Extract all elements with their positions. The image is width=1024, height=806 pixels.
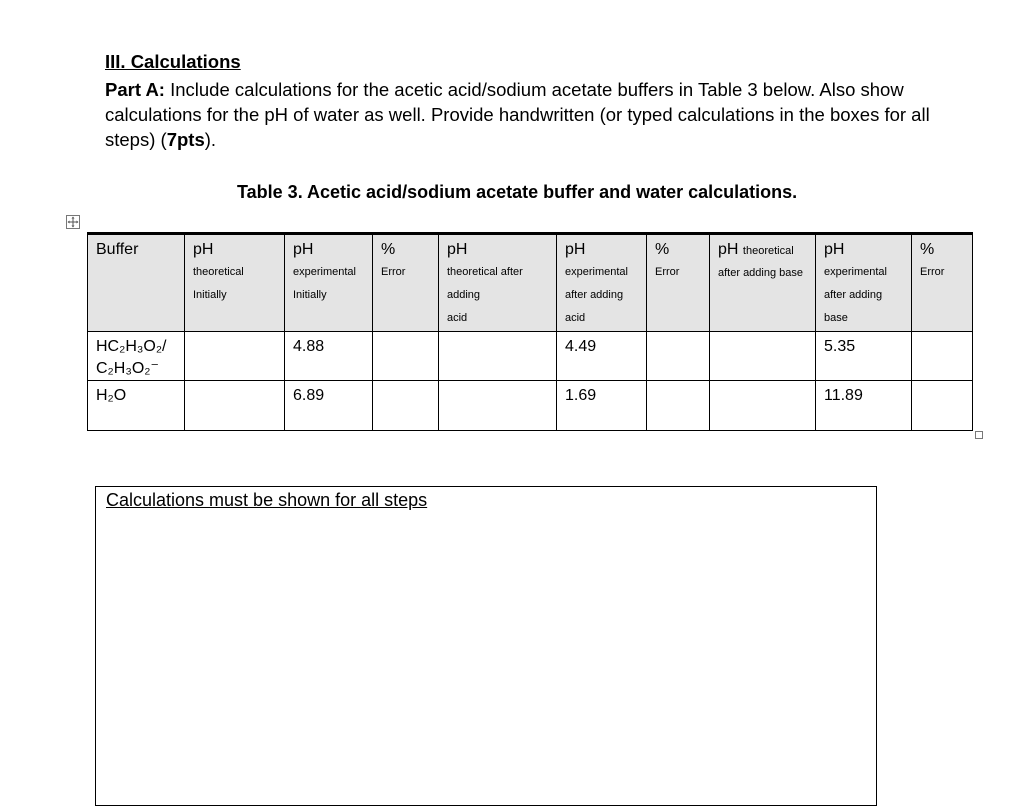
row-label-line: C₂H₃O₂⁻ [96,360,159,377]
buffer-table [87,232,973,431]
cell-error-after-acid[interactable] [647,381,710,431]
cell-ph-theoretical-initially[interactable] [185,332,285,381]
header-sub: experimental [293,266,356,278]
header-sub: acid [447,312,468,324]
header-sub: experimental [565,266,628,278]
header-sub: Error [920,266,945,278]
header-error-initially[interactable] [373,234,439,332]
header-main: % [920,241,935,258]
header-error-after-acid[interactable] [647,234,710,332]
cell-error-initially[interactable] [373,332,439,381]
header-sub: adding [447,289,481,301]
header-ph-experimental-after-base[interactable] [816,234,912,332]
header-sub: after adding base [718,267,804,279]
header-sub: base [824,312,848,324]
part-label: Part A: [105,79,165,100]
section-heading: III. Calculations [105,51,241,72]
header-sub: Error [655,266,680,278]
header-main: Buffer [96,241,139,258]
header-main: % [381,241,396,258]
table-row [88,332,973,381]
cell-ph-theoretical-after-acid[interactable] [439,332,557,381]
cell-ph-theoretical-after-acid[interactable] [439,381,557,431]
header-main: pH [293,241,314,258]
cell-ph-theoretical-after-base[interactable] [710,381,816,431]
cell-error-after-base[interactable] [912,332,973,381]
instructions-text: Include calculations for the acetic acid/sodium acetate buffers in Table 3 below. Also show calculations for the pH of water as well. Provide handwritten (or typed calculations in the boxes for all steps) ( [105,79,930,150]
cell-ph-experimental-after-acid[interactable]: 4.49 [557,332,647,381]
header-inline-sub: theoretical [742,245,794,257]
header-sub: after adding [565,289,624,301]
move-arrows-icon[interactable] [66,215,80,229]
instructions-end: ). [204,129,217,150]
header-sub: theoretical after [447,266,523,278]
header-buffer[interactable] [88,234,185,332]
header-sub: experimental [824,266,887,278]
header-main: pH [565,241,586,258]
table-row [88,381,973,431]
row-label-cell[interactable] [88,381,185,431]
cell-ph-experimental-after-base[interactable]: 11.89 [816,381,912,431]
header-sub: after adding [824,289,883,301]
points-label: 7pts [166,129,205,150]
cell-error-initially[interactable] [373,381,439,431]
header-main: % [655,241,670,258]
header-sub: theoretical [193,266,244,278]
header-error-after-base[interactable] [912,234,973,332]
row-label-line: HC₂H₃O₂/ [96,338,167,355]
header-main: pH [447,241,468,258]
cell-ph-experimental-initially[interactable]: 6.89 [285,381,373,431]
header-ph-theoretical-initially[interactable] [185,234,285,332]
header-main: pH [193,241,214,258]
header-ph-experimental-after-acid[interactable] [557,234,647,332]
header-sub: acid [565,312,586,324]
resize-square-icon[interactable] [975,431,983,439]
cell-ph-experimental-initially[interactable]: 4.88 [285,332,373,381]
row-label-line: H₂O [96,387,127,404]
cell-ph-theoretical-after-base[interactable] [710,332,816,381]
header-ph-theoretical-after-acid[interactable] [439,234,557,332]
table-caption: Table 3. Acetic acid/sodium acetate buffer and water calculations. [237,182,798,202]
cell-ph-theoretical-initially[interactable] [185,381,285,431]
header-sub: Initially [293,289,327,301]
header-main: pH [718,241,739,258]
header-ph-theoretical-after-base[interactable] [710,234,816,332]
cell-error-after-base[interactable] [912,381,973,431]
cell-ph-experimental-after-acid[interactable]: 1.69 [557,381,647,431]
header-sub: Error [381,266,406,278]
header-main-with-inline [718,239,807,262]
header-ph-experimental-initially[interactable] [285,234,373,332]
calculations-box[interactable] [95,486,877,806]
cell-ph-experimental-after-base[interactable]: 5.35 [816,332,912,381]
table-header-row [88,234,973,332]
cell-error-after-acid[interactable] [647,332,710,381]
instructions-paragraph [105,77,975,152]
header-main: pH [824,241,845,258]
row-label-cell[interactable] [88,332,185,381]
header-sub: Initially [193,289,227,301]
calculations-title: Calculations must be shown for all steps [106,490,428,510]
